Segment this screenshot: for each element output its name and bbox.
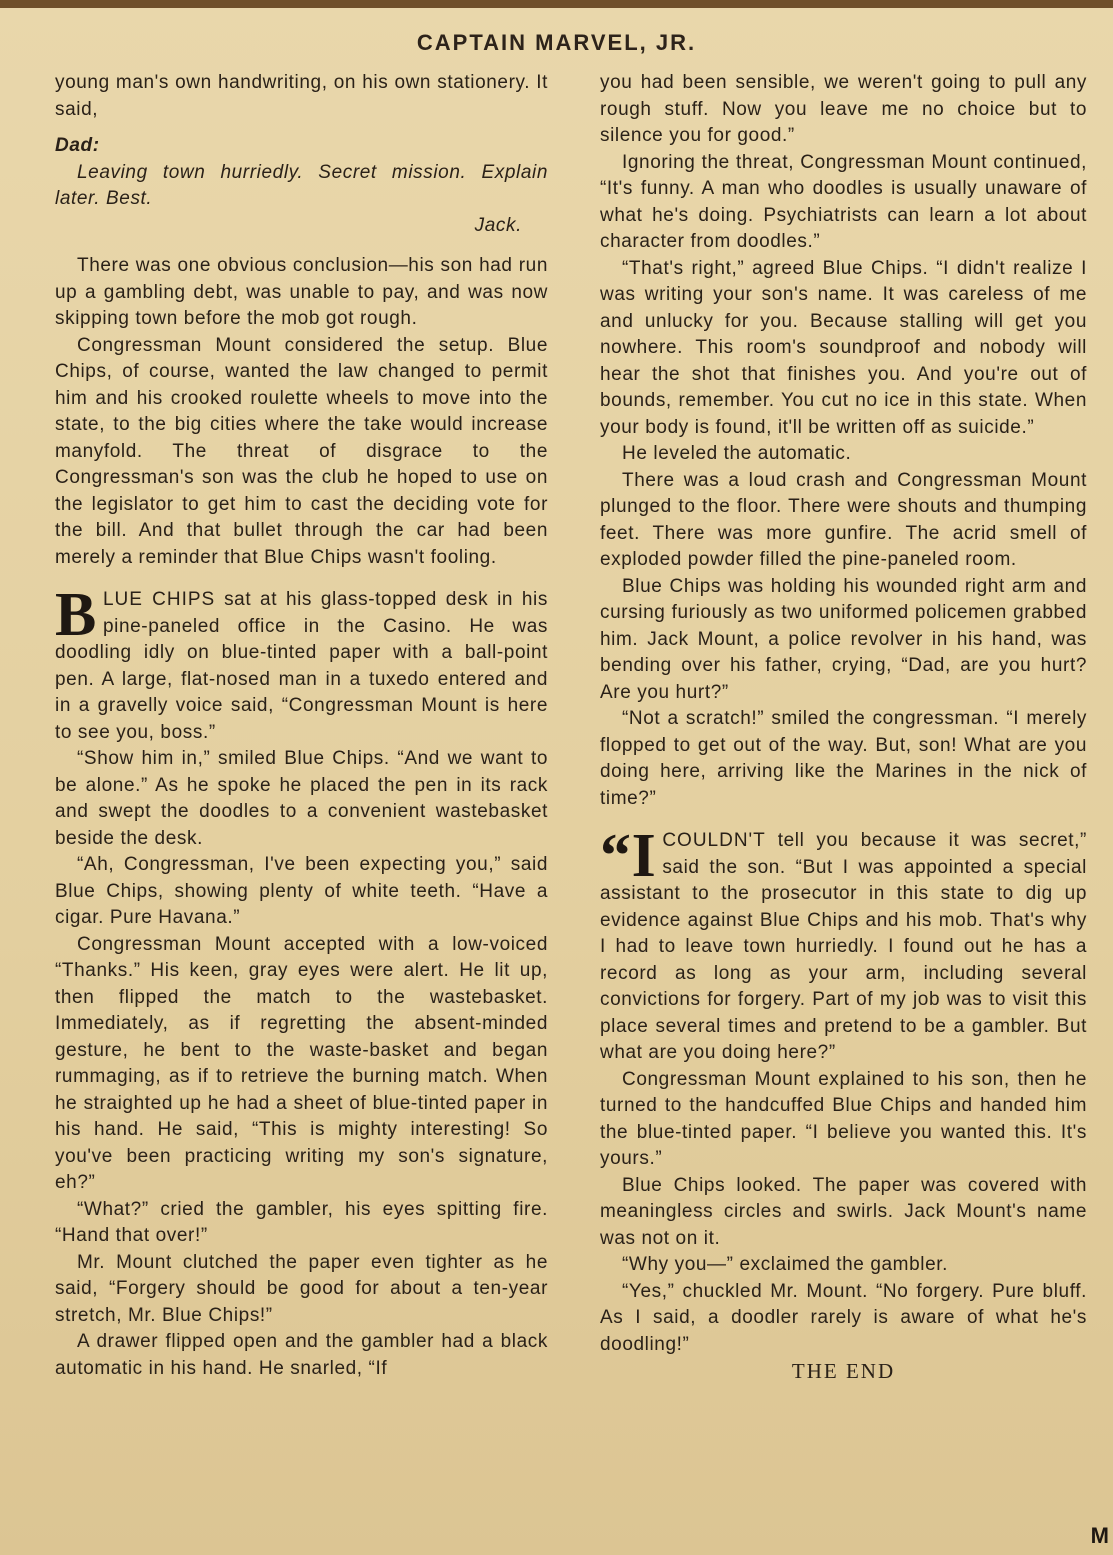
paragraph: “Why you—” exclaimed the gambler. bbox=[622, 1254, 949, 1275]
left-column bbox=[55, 70, 548, 1382]
paragraph: “Ah, Congressman, I've been expecting you,” said Blue Chips, showing plenty of white teeth. “Have a cigar. Pure Havana.” bbox=[55, 854, 548, 928]
paragraph: There was a loud crash and Congressman Mount plunged to the floor. There were shouts and thumping feet. There was more gunfire. The acrid smell of exploded powder filled the pine-paneled room. bbox=[600, 469, 1087, 570]
section-start bbox=[55, 581, 548, 746]
section-lead-in: COULDN'T bbox=[662, 830, 766, 851]
paragraph: A drawer flipped open and the gambler had a black automatic in his hand. He snarled, “If bbox=[55, 1331, 548, 1379]
paragraph: “What?” cried the gambler, his eyes spitting fire. “Hand that over!” bbox=[55, 1198, 548, 1246]
letter-salutation: Dad: bbox=[55, 135, 100, 156]
drop-cap: “I bbox=[600, 822, 657, 890]
paragraph: Congressman Mount accepted with a low-voiced “Thanks.” His keen, gray eyes were alert. He lit up, then flipped the match to the wastebasket. Immediately, as if regretting the absent-minded gesture, he bent to the waste-basket and began rummaging, as if to retrieve the burning match. When he straighted up he had a sheet of blue-tinted paper in his hand. He said, “This is mighty interesting! So you've been practicing writing my son's signature, eh?” bbox=[55, 933, 548, 1193]
paragraph: “Show him in,” smiled Blue Chips. “And we want to be alone.” As he spoke he placed the pen in its rack and swept the doodles to a convenient wastebasket beside the desk. bbox=[55, 748, 548, 849]
paragraph: There was one obvious conclusion—his son had run up a gambling debt, was unable to pay, and was now skipping town before the mob got rough. bbox=[55, 255, 548, 329]
paragraph bbox=[55, 581, 548, 746]
section-lead-in: LUE CHIPS bbox=[102, 589, 216, 610]
paragraph: young man's own handwriting, on his own stationery. It said, bbox=[55, 72, 548, 120]
drop-cap: B bbox=[55, 581, 97, 649]
paragraph: “Yes,” chuckled Mr. Mount. “No forgery. Pure bluff. As I said, a doodler rarely is aware of what he's doodling!” bbox=[600, 1280, 1087, 1355]
paragraph: “Not a scratch!” smiled the congressman. “I merely flopped to get out of the way. But, son! What are you doing here, arriving like the Marines in the nick of time?” bbox=[600, 708, 1087, 809]
paragraph: Ignoring the threat, Congressman Mount continued, “It's funny. A man who doodles is usually unaware of what he's doing. Psychiatrists can learn a lot about character from doodles.” bbox=[600, 151, 1087, 252]
paragraph: Congressman Mount explained to his son, then he turned to the handcuffed Blue Chips and handed him the blue-tinted paper. “I believe you wanted this. It's yours.” bbox=[600, 1068, 1087, 1169]
paragraph: Blue Chips was holding his wounded right arm and cursing furiously as two uniformed policemen grabbed him. Jack Mount, a police revolver in his hand, was bending over his father, crying, “Dad, are you hurt? Are you hurt?” bbox=[600, 575, 1087, 703]
right-column bbox=[600, 70, 1087, 1385]
page-corner-mark: M bbox=[1090, 1523, 1109, 1548]
paragraph bbox=[600, 822, 1087, 1067]
paragraph: Mr. Mount clutched the paper even tighter as he said, “Forgery should be good for about a ten-year stretch, Mr. Blue Chips!” bbox=[55, 1251, 548, 1326]
paragraph: Blue Chips looked. The paper was covered with meaningless circles and swirls. Jack Mount's name was not on it. bbox=[600, 1174, 1087, 1249]
paragraph: Congressman Mount considered the setup. Blue Chips, of course, wanted the law changed to permit him and his crooked roulette wheels to move into the state, to the big cities where the take would increase manyfold. The threat of disgrace to the Congressman's son was the club he hoped to use on the legislator to get him to cast the deciding vote for the bill. And that bullet through the car had been merely a reminder that Blue Chips wasn't fooling. bbox=[55, 334, 548, 568]
section-text: tell you because it was secret,” said the son. “But I was appointed a special assistant to the prosecutor in this state to dig up evidence against Blue Chips and his mob. That's why I had to leave town hurriedly. I found out he has a record as long as your arm, including several convictions for forgery. Part of my job was to visit this place several times and pretend to be a gambler. But what are you doing here?” bbox=[600, 830, 1087, 1063]
paragraph: “That's right,” agreed Blue Chips. “I didn't realize I was writing your son's name. It was careless of me and unlucky for you. Because stalling will get you nowhere. This room's soundproof and nobody will hear the shot that finishes you. And you're out of bounds, remember. You cut no ice in this state. When your body is found, it'll be written off as suicide.” bbox=[600, 257, 1087, 438]
the-end-label: THE END bbox=[791, 1359, 896, 1383]
top-border-rule bbox=[0, 0, 1113, 8]
paragraph: He leveled the automatic. bbox=[622, 443, 852, 464]
section-start bbox=[600, 822, 1087, 1067]
letter-body: Leaving town hurriedly. Secret mission. Explain later. Best. bbox=[55, 161, 548, 209]
running-head: CAPTAIN MARVEL, JR. bbox=[416, 30, 697, 55]
letter-signature: Jack. bbox=[474, 214, 522, 236]
quoted-letter bbox=[55, 133, 548, 239]
paragraph: you had been sensible, we weren't going to pull any rough stuff. Now you leave me no choice but to silence you for good.” bbox=[600, 72, 1087, 146]
section-text: sat at his glass-topped desk in his pine-paneled office in the Casino. He was doodling idly on blue-tinted paper with a ball-point pen. A large, flat-nosed man in a tuxedo entered and in a gravelly voice said, “Congressman Mount is here to see you, boss.” bbox=[55, 589, 548, 743]
